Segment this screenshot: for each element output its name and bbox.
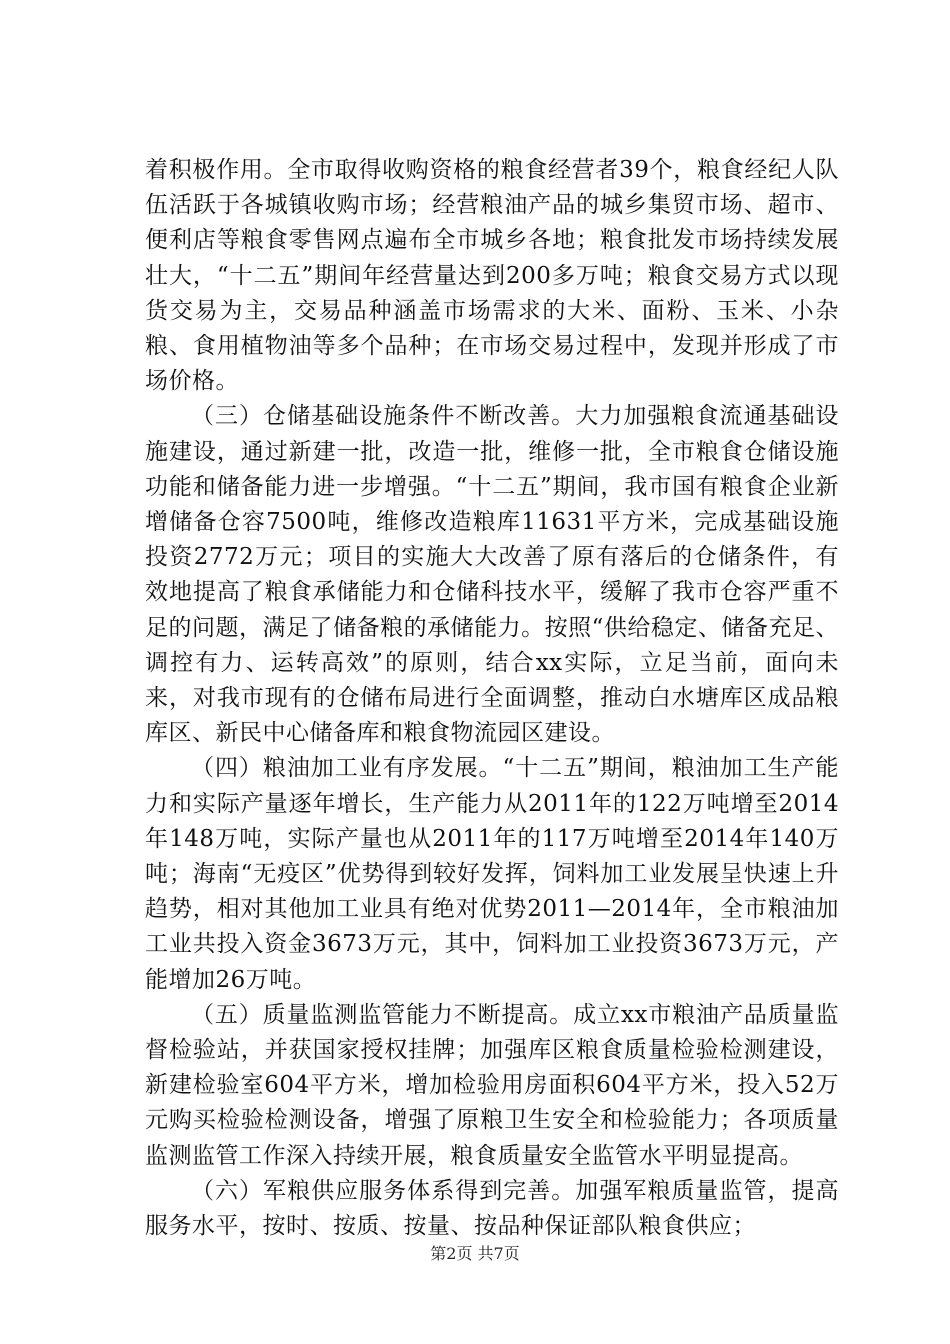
paragraph-quality-monitoring: （五）质量监测监管能力不断提高。成立xx市粮油产品质量监督检验站，并获国家授权挂牌；加强库区粮食质量检验检测建设，新建检验室604平方米，增加检验用房面积604平方米，投入52万元购买检验检测设备，增强了原粮卫生安全和检验能力；各项质量监测监管工作深入持续开展，粮食质量安全监管水平明显提高。 xyxy=(145,1001,839,1169)
body-text xyxy=(145,153,839,1244)
paragraph-storage-facilities: （三）仓储基础设施条件不断改善。大力加强粮食流通基础设施建设，通过新建一批，改造一批，维修一批，全市粮食仓储设施功能和储备能力进一步增强。“十二五”期间，我市国有粮食企业新增储备仓容7500吨，维修改造粮库11631平方米，完成基础设施投资2772万元；项目的实施大大改善了原有落后的仓储条件，有效地提高了粮食承储能力和仓储科技水平，缓解了我市仓容严重不足的问题，满足了储备粮的承储能力。按照“供给稳定、储备充足、调控有力、运转高效”的原则，结合xx实际，立足当前，面向未来，对我市现有的仓储布局进行全面调整，推动白水塘库区成品粮库区、新民中心储备库和粮食物流园区建设。 xyxy=(145,403,839,747)
paragraph-continuation: 着积极作用。全市取得收购资格的粮食经营者39个，粮食经纪人队伍活跃于各城镇收购市场；经营粮油产品的城乡集贸市场、超市、便利店等粮食零售网点遍布全市城乡各地；粮食批发市场持续发展壮大，“十二五”期间年经营量达到200多万吨；粮食交易方式以现货交易为主，交易品种涵盖市场需求的大米、面粉、玉米、小杂粮、食用植物油等多个品种；在市场交易过程中，发现并形成了市场价格。 xyxy=(145,157,839,395)
paragraph-military-grain-supply: （六）军粮供应服务体系得到完善。加强军粮质量监管，提高服务水平，按时、按质、按量、按品种保证部队粮食供应； xyxy=(145,1177,839,1240)
paragraph-grain-oil-processing: （四）粮油加工业有序发展。“十二五”期间，粮油加工生产能力和实际产量逐年增长，生产能力从2011年的122万吨增至2014年148万吨，实际产量也从2011年的117万吨增至2014年140万吨；海南“无疫区”优势得到较好发挥，饲料加工业发展呈快速上升趋势，相对其他加工业具有绝对优势2011—2014年，全市粮油加工业共投入资金3673万元，其中，饲料加工业投资3673万元，产能增加26万吨。 xyxy=(145,755,839,993)
page-number-footer: 第2页 共7页 xyxy=(430,1244,520,1263)
